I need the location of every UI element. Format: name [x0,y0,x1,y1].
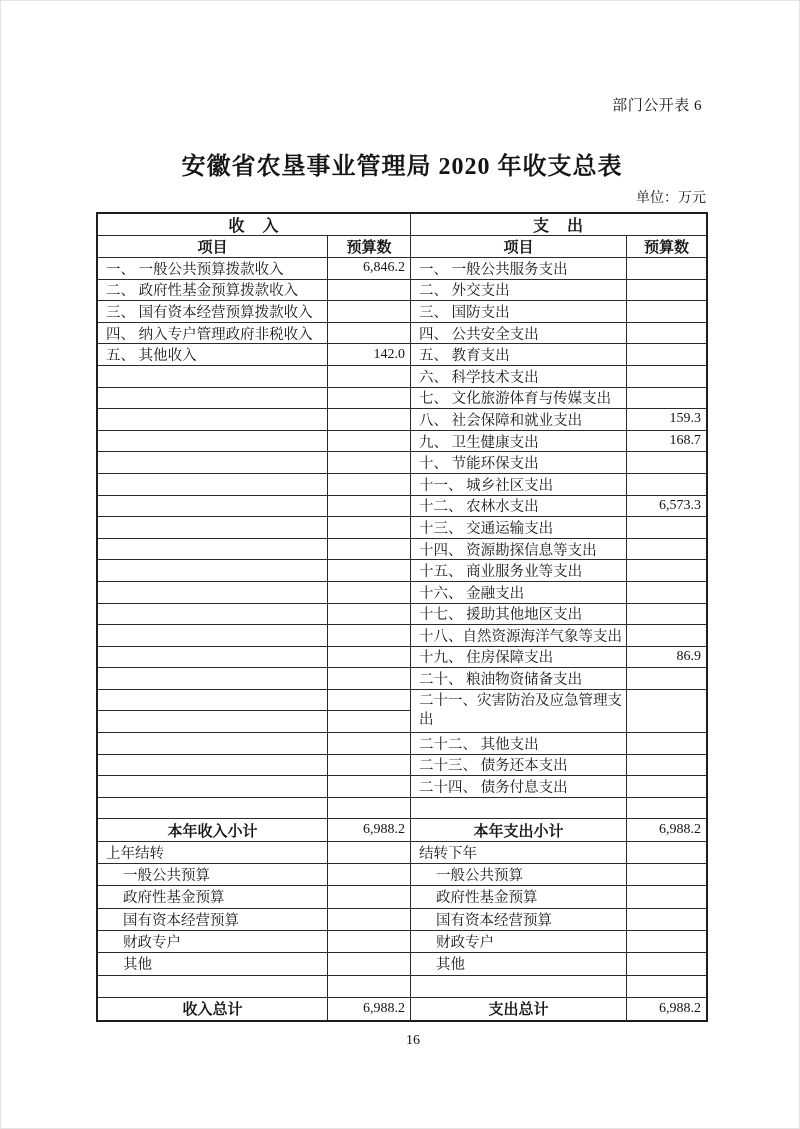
row-value: 6,846.2 [363,260,405,276]
table-row [411,258,706,280]
row-value [627,625,706,646]
empty-row [98,474,410,496]
row-label: 本年支出小计 [411,819,627,840]
row-value [627,953,706,974]
row-label: 收入总计 [98,998,328,1020]
empty-row [98,539,410,561]
table-row [411,733,706,755]
row-label [98,976,328,997]
row-value [328,909,410,930]
table-row [98,886,410,908]
table-row [411,976,706,998]
row-value [627,323,706,344]
table-row [411,953,706,975]
row-label: 十、 节能环保支出 [411,452,627,473]
row-label: 一般公共预算 [98,864,328,885]
expenditure-section-title: 支 出 [532,218,584,235]
row-value [627,539,706,560]
table-row [98,976,410,998]
row-label [98,711,328,732]
row-label: 财政专户 [98,931,328,952]
empty-row [98,582,410,604]
income-col-budget: 预算数 [346,240,392,256]
row-label [98,388,328,409]
row-value [627,798,706,819]
row-label: 三、 国防支出 [411,301,627,322]
table-row [98,842,410,864]
empty-row [98,604,410,626]
row-label: 一、 一般公共服务支出 [411,258,627,279]
empty-row [98,496,410,518]
row-label: 十四、 资源勘探信息等支出 [411,539,627,560]
row-value [627,668,706,689]
empty-row [98,388,410,410]
table-row [411,560,706,582]
row-value [328,953,410,974]
row-label: 三、 国有资本经营预算拨款收入 [98,301,328,322]
table-row [411,344,706,366]
row-label [98,474,328,495]
row-label: 四、 纳入专户管理政府非税收入 [98,323,328,344]
row-label [411,798,627,819]
row-value: 6,988.2 [363,822,405,838]
expenditure-header-row [411,214,706,236]
row-label: 二十一、灾害防治及应急管理支出 [411,690,627,732]
row-label: 二十二、 其他支出 [411,733,627,754]
table-row [411,647,706,669]
row-value [328,323,410,344]
table-row [98,258,410,280]
income-column-header-row [98,236,410,258]
row-label [98,604,328,625]
empty-row [98,776,410,798]
row-label: 二、 政府性基金预算拨款收入 [98,280,328,301]
table-row [98,864,410,886]
table-row [98,344,410,366]
row-value [328,604,410,625]
empty-row [98,798,410,820]
row-value: 6,573.3 [659,497,701,513]
row-value [328,388,410,409]
row-value [328,690,410,711]
row-label [98,560,328,581]
row-label [98,539,328,560]
row-label: 结转下年 [411,842,627,863]
income-section-title: 收 入 [228,218,280,235]
row-label [98,625,328,646]
empty-row [98,668,410,690]
row-value [328,474,410,495]
row-value [627,388,706,409]
row-label [98,452,328,473]
row-label: 二十四、 债务付息支出 [411,776,627,797]
row-value [328,625,410,646]
row-label: 国有资本经营预算 [411,909,627,930]
row-value [627,976,706,997]
table-row [411,431,706,453]
empty-row [98,690,410,712]
table-row [411,886,706,908]
row-label [98,690,328,711]
table-row [411,842,706,864]
row-value [627,909,706,930]
table-row [411,931,706,953]
row-label: 上年结转 [98,842,328,863]
table-row [411,409,706,431]
row-value [328,976,410,997]
row-label: 十六、 金融支出 [411,582,627,603]
row-label: 其他 [98,953,328,974]
row-label: 十三、 交通运输支出 [411,517,627,538]
table-row [411,452,706,474]
row-label: 二、 外交支出 [411,280,627,301]
row-label: 二十、 粮油物资储备支出 [411,668,627,689]
row-value: 168.7 [669,433,701,449]
row-value [627,560,706,581]
row-value [328,539,410,560]
empty-row [98,409,410,431]
row-label [98,668,328,689]
row-value: 6,988.2 [659,1000,701,1016]
row-label: 本年收入小计 [98,819,328,840]
table-row [411,301,706,323]
expenditure-col-item: 项目 [411,236,627,257]
row-value [627,452,706,473]
doc-label: 部门公开表 6 [612,98,702,114]
row-label: 政府性基金预算 [411,886,627,907]
row-label: 五、 教育支出 [411,344,627,365]
row-value [328,560,410,581]
table-row [411,539,706,561]
empty-row [98,517,410,539]
row-value [328,842,410,863]
row-value [627,604,706,625]
row-value [627,366,706,387]
expenditure-column-header-row [411,236,706,258]
row-label [98,517,328,538]
income-header-row [98,214,410,236]
table-row [411,366,706,388]
row-label: 五、 其他收入 [98,344,328,365]
table-row [411,776,706,798]
row-value [328,301,410,322]
empty-row [98,647,410,669]
table-row [98,280,410,302]
table-row [98,323,410,345]
unit-note: 单位：万元 [636,191,706,206]
income-col-item: 项目 [98,236,328,257]
row-value [627,474,706,495]
row-value [328,798,410,819]
row-value [627,582,706,603]
page-title: 安徽省农垦事业管理局 2020 年收支总表 [181,154,623,180]
row-value [328,280,410,301]
empty-row [411,798,706,820]
table-row [411,755,706,777]
row-value: 159.3 [669,411,701,427]
table-row [411,280,706,302]
income-section [98,214,411,1020]
budget-table [96,212,708,1022]
row-value: 6,988.2 [659,822,701,838]
table-row [98,301,410,323]
row-label [98,431,328,452]
row-value [627,280,706,301]
row-value [328,496,410,517]
row-label: 其他 [411,953,627,974]
row-value [328,582,410,603]
empty-row [98,625,410,647]
row-value [328,776,410,797]
row-value [627,517,706,538]
table-row [411,496,706,518]
table-row [411,819,706,841]
row-label: 一般公共预算 [411,864,627,885]
row-label [98,409,328,430]
row-value [328,409,410,430]
row-value [627,301,706,322]
row-label [98,755,328,776]
row-value [328,733,410,754]
table-row [411,668,706,690]
row-value [328,711,410,732]
row-label [411,976,627,997]
row-value [627,690,706,732]
table-row [411,604,706,626]
table-row [411,690,706,733]
row-label [98,647,328,668]
table-row [98,953,410,975]
row-label [98,582,328,603]
row-label: 八、 社会保障和就业支出 [411,409,627,430]
empty-row [98,431,410,453]
row-label: 九、 卫生健康支出 [411,431,627,452]
empty-row [98,711,410,733]
table-row [98,909,410,931]
row-value [627,733,706,754]
row-label [98,366,328,387]
row-label [98,496,328,517]
row-label [98,733,328,754]
row-label: 六、 科学技术支出 [411,366,627,387]
empty-row [98,366,410,388]
row-value [627,842,706,863]
row-value [328,864,410,885]
row-label: 一、 一般公共预算拨款收入 [98,258,328,279]
table-row [411,323,706,345]
page-number: 16 [406,1033,420,1048]
row-value [328,647,410,668]
row-label [98,776,328,797]
row-value [328,517,410,538]
table-row [411,864,706,886]
row-value [627,258,706,279]
table-row [98,819,410,841]
row-label: 十二、 农林水支出 [411,496,627,517]
table-row [411,582,706,604]
row-value [627,344,706,365]
row-value [328,668,410,689]
row-label: 支出总计 [411,998,627,1020]
row-label: 十五、 商业服务业等支出 [411,560,627,581]
row-value [627,931,706,952]
table-row [411,625,706,647]
row-label: 政府性基金预算 [98,886,328,907]
row-label: 十七、 援助其他地区支出 [411,604,627,625]
row-value: 86.9 [676,648,701,664]
row-label: 十一、 城乡社区支出 [411,474,627,495]
empty-row [98,560,410,582]
empty-row [98,452,410,474]
row-label: 国有资本经营预算 [98,909,328,930]
row-value [627,886,706,907]
table-row [98,931,410,953]
row-value [328,931,410,952]
table-row [98,998,410,1020]
row-label: 十八、自然资源海洋气象等支出 [411,625,627,646]
row-value: 142.0 [373,346,405,362]
row-value [328,452,410,473]
row-label: 二十三、 债务还本支出 [411,755,627,776]
table-row [411,474,706,496]
row-value [328,755,410,776]
row-value [328,886,410,907]
row-value [328,366,410,387]
table-row [411,388,706,410]
row-value: 6,988.2 [363,1000,405,1016]
empty-row [98,733,410,755]
row-label: 七、 文化旅游体育与传媒支出 [411,388,627,409]
row-value [328,431,410,452]
row-value [627,864,706,885]
row-label: 四、 公共安全支出 [411,323,627,344]
row-value [627,755,706,776]
empty-row [98,755,410,777]
table-row [411,909,706,931]
table-row [411,517,706,539]
table-row [411,998,706,1020]
expenditure-section [411,214,706,1020]
expenditure-col-budget: 预算数 [643,240,689,256]
row-value [627,776,706,797]
row-label: 十九、 住房保障支出 [411,647,627,668]
row-label [98,798,328,819]
row-label: 财政专户 [411,931,627,952]
